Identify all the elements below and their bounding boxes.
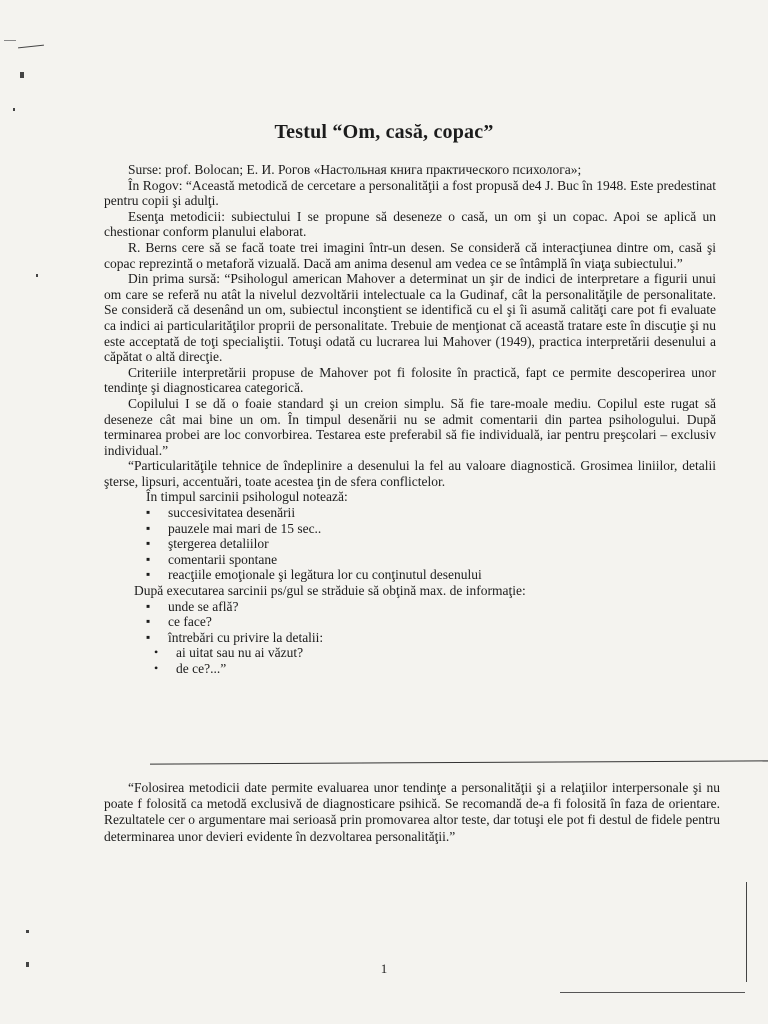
document-body <box>104 162 716 677</box>
scan-mark <box>20 72 24 78</box>
scan-mark <box>13 108 15 111</box>
detail-question-list <box>104 645 716 676</box>
section-divider <box>150 760 768 764</box>
list-item: ▪ reacţiile emoţionale şi legătura lor cu conţinutul desenului <box>146 567 716 583</box>
closing-paragraph: “Folosirea metodicii date permite evaluarea unor tendinţe a personalităţii şi a relaţiilor interpersonale şi nu poate f folosită ca metodă exclusivă de diagnosticare psihică. Se recomandă de-a fi folosită în faza de orientare. Rezultatele cer o argumentare mai serioasă prin promovarea altor teste, dar totuşi ele pot fi destul de fidele pentru determinarea unor devieri evidente în dezvoltarea personalităţii.” <box>104 780 720 844</box>
list-item: ▪ pauzele mai mari de 15 sec.. <box>146 521 716 537</box>
list-item: ▪ unde se află? <box>146 599 716 615</box>
closing-section <box>104 780 720 845</box>
list-item: • de ce?...” <box>154 661 716 677</box>
list-item: ▪ ştergerea detaliilor <box>146 536 716 552</box>
page-number: 1 <box>380 961 388 976</box>
scan-mark <box>4 40 16 41</box>
paragraph: Esenţa metodicii: subiectului I se propune să deseneze o casă, un om şi un copac. Apoi se aplică un chestionar conform planului elaborat. <box>104 208 716 240</box>
task-intro: În timpul sarcinii psihologul notează: <box>146 489 348 505</box>
task-list <box>104 505 716 583</box>
paragraph: R. Berns cere să se facă toate trei imagini într-un desen. Se consideră că interacţiunea dintre om, casă şi copac reprezintă o metaforă vizuală. Dacă am anima desenul am vedea ce se întâmplă în viaţa subiectului.” <box>104 239 716 271</box>
list-item: ▪ ce face? <box>146 614 716 630</box>
scan-mark <box>26 930 29 933</box>
document-title: Testul “Om, casă, copac” <box>274 121 494 143</box>
paragraph: Criteriile interpretării propuse de Mahover pot fi folosite în practică, fapt ce permite descoperirea unor tendinţe şi diagnosticarea categorică. <box>104 364 716 396</box>
bottom-line <box>560 992 745 993</box>
paragraph: Copilului I se dă o foaie standard şi un creion simplu. Să fie tare-moale mediu. Copilul este rugat să deseneze cât mai bine un om. În timpul desenării nu se admit comentarii din partea psihologului. După terminarea probei are loc convorbirea. Testarea este preferabil să fie individuală, iar pentru preşcolari – exclusiv individual.” <box>104 395 716 458</box>
paragraph: Din prima sursă: “Psihologul american Mahover a determinat un şir de indici de interpretare a figurii unui om care se referă nu atât la nivelul dezvoltării intelectuale ca la Gudinaf, cât la personalităţile de personalitate. Se consideră că desenând un om, subiectul inconştient se identifică cu el şi îi asumă calităţi care pot fi evaluate ca indici ai particularităţilor proprii de personalitate. Trebuie de menţionat că această tratare este în discuţie şi nu este acceptată de toţi specialiştii. Totuşi odată cu lucrarea lui Mahover (1949), practica interpretării desenului a căpătat o altă direcţie. <box>104 271 716 365</box>
question-list <box>104 599 716 646</box>
paragraph: “Particularităţile tehnice de îndeplinire a desenului la fel au valoare diagnostică. Grosimea liniilor, detalii şterse, lipsuri, accentuări, toate acestea ţin de sfera conflictelor. <box>104 458 716 489</box>
paragraph: Surse: prof. Bolocan; Е. И. Рогов «Настольная книга практического психолога»; <box>128 162 582 177</box>
list-item: • ai uitat sau nu ai văzut? <box>154 645 716 661</box>
paragraph: În Rogov: “Această metodică de cercetare a personalităţii a fost propusă de4 J. Buc în 1948. Este predestinat pentru copii şi adulţi. <box>104 177 716 209</box>
scan-mark <box>36 274 38 277</box>
scan-mark <box>18 45 44 49</box>
list-item: ▪ succesivitatea desenării <box>146 505 716 521</box>
after-intro: După executarea sarcinii ps/gul se străduie să obţină max. de informaţie: <box>134 583 526 599</box>
list-item: ▪ comentarii spontane <box>146 552 716 568</box>
list-item: ▪ întrebări cu privire la detalii: <box>146 630 716 646</box>
